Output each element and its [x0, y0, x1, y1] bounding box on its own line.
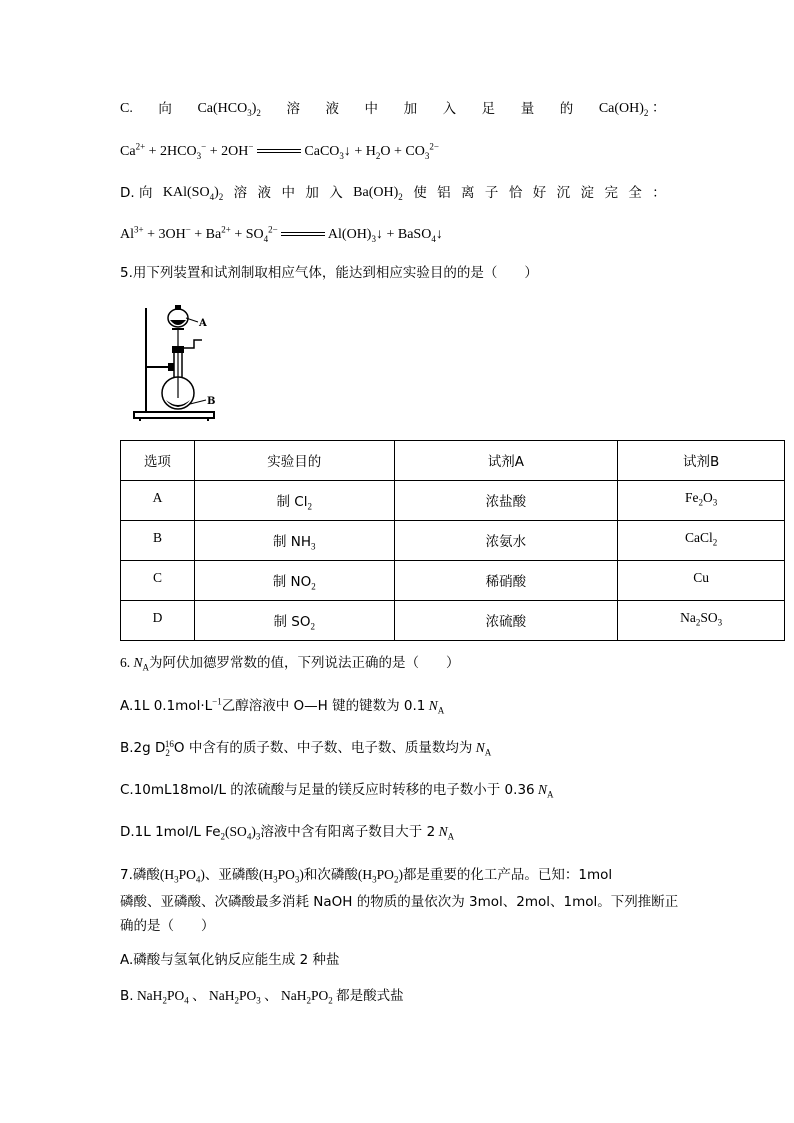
formula-ca-oh-2: $Ca(OH)_2$ ： [598, 101, 666, 118]
formula-ba-oh-2: $Ba(OH)_2$ [353, 185, 403, 202]
option-c-line [120, 100, 666, 118]
equation-d: $Al^{3+} + 3OH^- + Ba^{2+} + SO_4^{2-}$ $Al(OH)_3↓$ + BaSO$_4$↓ [120, 224, 443, 244]
formula-ca-hco3-2: $Ca(HCO_3)_2$ [197, 101, 261, 118]
word: 的 [559, 101, 574, 117]
question-6-option-b: B.2g $D_2^{16}O$ 中含有的质子数、中子数、电子数、质量数均为 $N_A$ [120, 738, 492, 758]
question-6-option-c: C.10mL18mol/L 的浓硫酸与足量的镁反应时转移的电子数小于 0.36 $N_A$ [120, 782, 554, 800]
question-7-line-2: 磷酸、亚磷酸、次磷酸最多消耗 NaOH 的物质的量依次为 3mol、2mol、1mol。下列推断正 [120, 894, 679, 910]
question-5-stem: 5.用下列装置和试剂制取相应气体，能达到相应实验目的的是（ ） [120, 265, 538, 281]
word: 入 [442, 101, 457, 117]
table-row: C 制 $NO_2$ 稀硝酸 Cu [121, 561, 785, 601]
equals-sign [281, 230, 325, 240]
table-row: B 制 $NH_3$ 浓氨水 CaCl$_2$ [121, 521, 785, 561]
question-7-line-1: 7.磷酸$(H_3PO_4)$、亚磷酸$(H_3PO_3)$和次磷酸$(H_3PO_2)$都是重要的化工产品。已知：1mol [120, 867, 613, 885]
header-cell: 试剂A [394, 441, 618, 481]
question-6-stem: 6. $N_A$为阿伏加德罗常数的值，下列说法正确的是（ ） [120, 655, 460, 673]
table-header-row [121, 441, 785, 481]
table-row: A 制 $Cl_2$ 浓盐酸 $Fe_2O_3$ [121, 481, 785, 521]
word: 量 [520, 101, 535, 117]
word: 液 [325, 101, 339, 117]
header-cell: 试剂B [618, 441, 785, 481]
question-7-option-b: B. $NaH_2PO_4$ 、 $NaH_2PO_3$ 、 $NaH_2PO_2$ 都是酸式盐 [120, 988, 404, 1006]
word: 中 [364, 101, 379, 117]
word: 向 [158, 101, 172, 117]
question-6-option-a: A.1L $0.1mol\cdot L^{-1}$乙醇溶液中 O—H 键的键数为 0.1 $N_A$ [120, 696, 445, 716]
equation-c: $Ca^{2+} + 2HCO_3^- + 2OH^-$ CaCO$_3$↓ + $H_2O + CO_3^{2-}$ [120, 141, 439, 161]
label-b: B [207, 396, 216, 407]
question-7-line-3: 确的是（ ） [120, 918, 215, 934]
option-c-label: C. [120, 101, 133, 116]
options-table [120, 440, 785, 641]
word: 加 [403, 101, 418, 117]
table-row: D 制 $SO_2$ 浓硫酸 $Na_2SO_3$ [121, 601, 785, 641]
header-cell: 实验目的 [194, 441, 394, 481]
word: 溶 [286, 101, 300, 117]
header-cell: 选项 [121, 441, 195, 481]
gas-generation-apparatus-diagram [128, 300, 223, 423]
question-7-option-a: A.磷酸与氢氧化钠反应能生成 2 种盐 [120, 952, 340, 968]
formula-kal-so4-2: $KAl(SO_4)_2$ [162, 185, 224, 202]
question-6-option-d: D.1L 1mol/L $Fe_2(SO_4)_3$溶液中含有阳离子数目大于 2 $N_A$ [120, 824, 455, 842]
label-a: A [199, 318, 207, 329]
word: 足 [481, 101, 496, 117]
option-d-label: D. 向 [120, 185, 153, 201]
option-d-line: D. 向 $KAl(SO_4)_2$ 溶 液 中 加 入 $Ba(OH)_2$ 使 铝 离 子 恰 好 沉 淀 完 全 ： [120, 185, 666, 202]
equals-sign [257, 147, 301, 157]
